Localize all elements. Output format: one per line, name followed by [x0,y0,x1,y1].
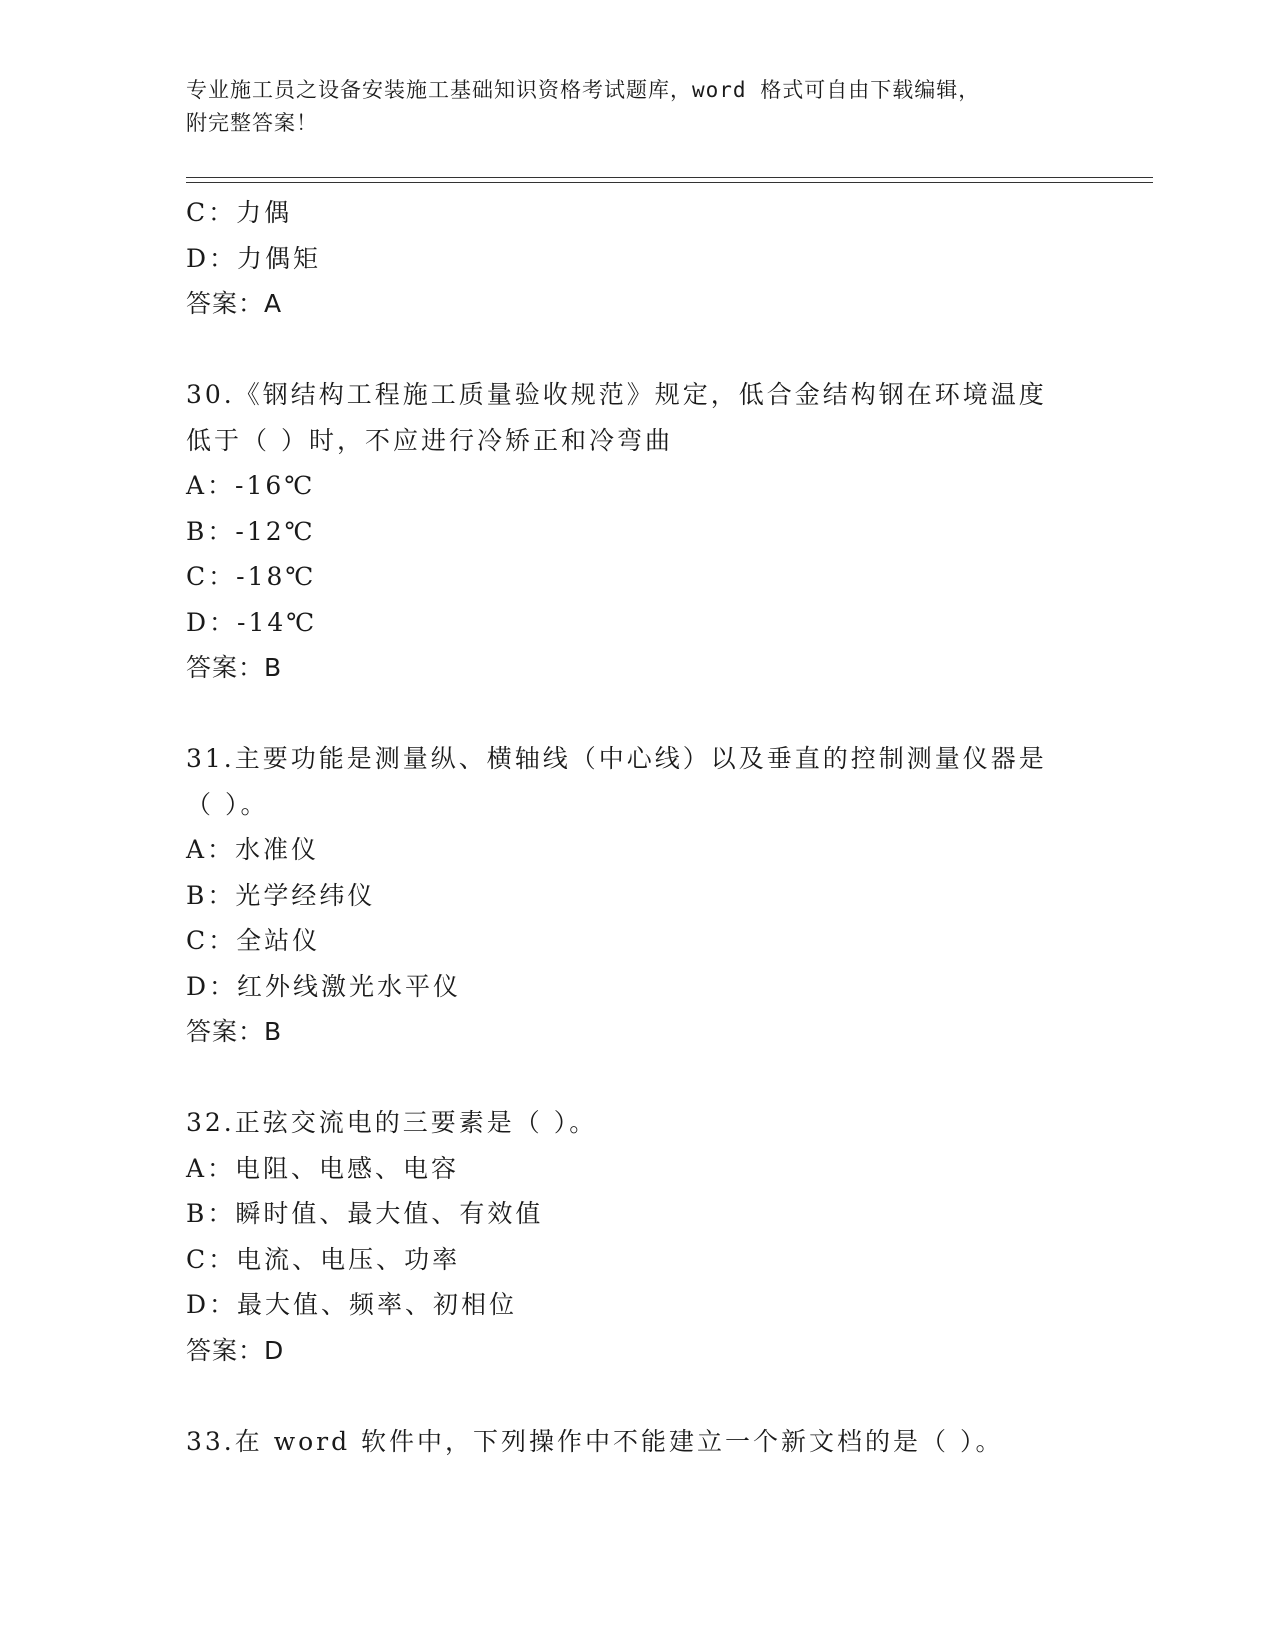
option-d: D：力偶矩 [186,243,322,273]
question-stem: 31.主要功能是测量纵、横轴线（中心线）以及垂直的控制测量仪器是 [186,744,1047,773]
question-stem: 33.在 word 软件中，下列操作中不能建立一个新文档的是（ ）。 [186,1426,1004,1456]
answer-line: 答案：A [186,289,283,318]
header-rule-bottom [186,182,1153,183]
option-d: D：最大值、频率、初相位 [186,1290,518,1319]
question-block-32 [186,1100,1086,1373]
question-stem: 32.正弦交流电的三要素是（ ）。 [186,1108,598,1137]
option-d: D：-14℃ [186,607,318,637]
option-a: A：电阻、电感、电容 [186,1153,460,1183]
document-header [186,74,1086,140]
option-b: B：光学经纬仪 [186,880,376,910]
answer-line: 答案：D [186,1335,285,1365]
question-block-33 [186,1419,1086,1465]
option-a: A：水准仪 [186,835,320,864]
header-line-2: 附完整答案！ [186,111,318,135]
option-c: C：全站仪 [186,926,321,955]
question-list [186,190,1086,1464]
question-block-29 [186,190,1086,327]
option-b: B：-12℃ [186,516,316,546]
header-line-1: 专业施工员之设备安装施工基础知识资格考试题库，word 格式可自由下载编辑， [186,78,981,102]
question-block-31 [186,736,1086,1055]
option-b: B：瞬时值、最大值、有效值 [186,1199,544,1228]
option-c: C：-18℃ [186,562,317,591]
question-block-30 [186,372,1086,691]
header-rule-top [186,177,1153,178]
question-stem-continued: 低于（ ）时，不应进行冷矫正和冷弯曲 [186,425,673,455]
question-stem: 30.《钢结构工程施工质量验收规范》规定，低合金结构钢在环境温度 [186,380,1047,409]
option-c: C：力偶 [186,198,293,227]
answer-line: 答案：B [186,1017,283,1046]
option-c: C：电流、电压、功率 [186,1244,461,1274]
answer-line: 答案：B [186,653,283,682]
question-stem-continued: （ ）。 [186,789,269,819]
option-d: D：红外线激光水平仪 [186,971,462,1001]
option-a: A：-16℃ [186,471,316,500]
